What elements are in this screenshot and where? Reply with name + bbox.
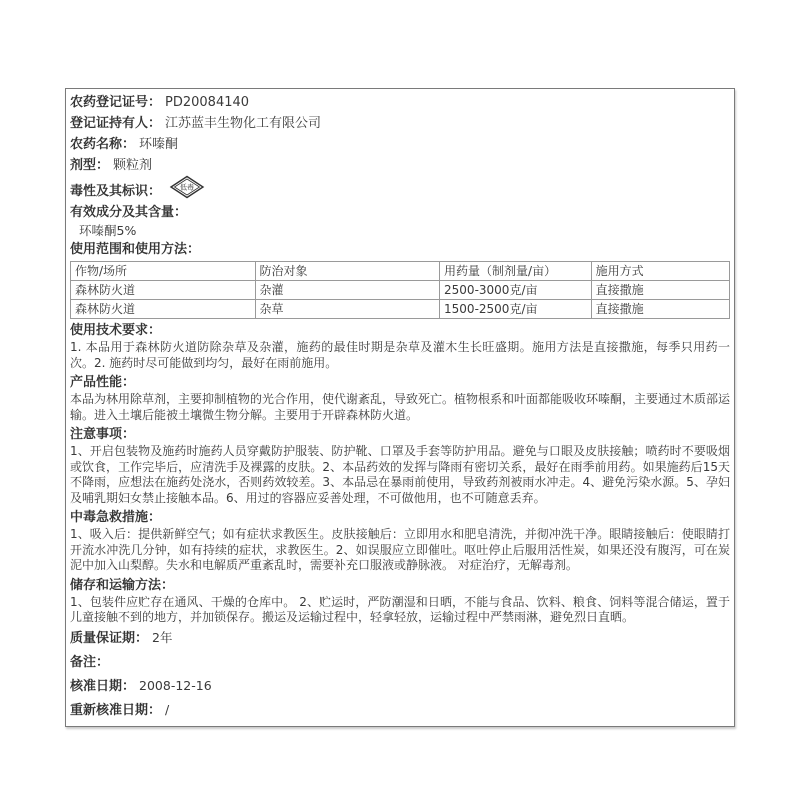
product-performance-title: 产品性能： (70, 375, 136, 390)
ingredient-value: 环嗪酮5% (79, 223, 137, 238)
usage-row2-crop: 森林防火道 (71, 300, 256, 319)
usage-row1-crop: 森林防火道 (71, 281, 256, 300)
remarks-row (70, 650, 730, 674)
ingredient-section-title: 有效成分及其含量： (70, 205, 188, 220)
toxicity-label: 毒性及其标识： (70, 183, 162, 199)
remarks-label: 备注： (70, 654, 110, 670)
table-row (71, 300, 730, 319)
pesticide-registration-sheet (65, 88, 735, 727)
reapproval-date-value: / (165, 701, 170, 717)
usage-row1-method: 直接撒施 (591, 281, 729, 300)
usage-row2-target: 杂草 (255, 300, 440, 319)
formulation-value: 颗粒剂 (113, 158, 153, 173)
pesticide-name-row (70, 134, 730, 155)
first-aid-title: 中毒急救措施： (70, 510, 162, 525)
reapproval-date-label: 重新核准日期： (70, 702, 162, 718)
precautions-body: 1、开启包装物及施药时施药人员穿戴防护服装、防护靴、口罩及手套等防护用品。避免与口眼及皮肤接触；喷药时不要吸烟或饮食，工作完毕后，应清洗手及裸露的皮肤。2、本品药效的发挥与降雨有密切关系，最好在雨季前用药。如果施药后15天不降雨，应想法在施药处浇水，否则药效较差。3、本品忌在暴雨前使用，导致药剂被雨水冲走。4、避免污染水源。5、孕妇及哺乳期妇女禁止接触本品。6、用过的容器应妥善处理，不可做他用，也不可随意丢弃。 (70, 444, 730, 505)
certificate-holder-label: 登记证持有人： (70, 116, 162, 131)
usage-col-crop: 作物/场所 (71, 262, 256, 281)
pesticide-name-label: 农药名称： (70, 137, 136, 152)
low-toxicity-icon (169, 175, 205, 203)
usage-col-dosage: 用药量（制剂量/亩） (440, 262, 592, 281)
usage-row1-target: 杂灌 (255, 281, 440, 300)
tech-requirements-title: 使用技术要求： (70, 323, 162, 338)
approval-date-value: 2008-12-16 (139, 677, 212, 693)
quality-guarantee-row (70, 626, 730, 650)
certificate-holder-value: 江苏蓝丰生物化工有限公司 (165, 116, 322, 131)
usage-col-target: 防治对象 (255, 262, 440, 281)
usage-table (70, 261, 730, 319)
approval-date-label: 核准日期： (70, 678, 136, 694)
remarks-value (109, 654, 113, 669)
usage-row1-dosage: 2500-3000克/亩 (440, 281, 592, 300)
low-toxicity-badge-text: 低毒 (180, 183, 195, 192)
formulation-row (70, 155, 730, 176)
storage-transport-body: 1、包装件应贮存在通风、干燥的仓库中。 2、贮运时，严防潮湿和日晒，不能与食品、饮料、粮食、饲料等混合储运，置于儿童接触不到的地方，并加锁保存。搬运及运输过程中，轻拿轻放，运输过程中严禁雨淋，避免烈日直晒。 (70, 594, 730, 624)
approval-date-row (70, 674, 730, 698)
registration-number-label: 农药登记证号： (70, 95, 162, 110)
registration-number-value: PD20084140 (165, 95, 250, 110)
storage-transport-title: 储存和运输方法： (70, 577, 175, 593)
certificate-holder-row (70, 113, 730, 134)
precautions-title: 注意事项： (70, 427, 136, 442)
tech-requirements-body: 1. 本品用于森林防火道防除杂草及杂灌，施药的最佳时期是杂草及灌木生长旺盛期。施用方法是直接撒施，每季只用药一次。2. 施药时尽可能做到均匀，最好在雨前施用。 (70, 340, 730, 370)
table-row (71, 281, 730, 300)
quality-guarantee-label: 质量保证期： (70, 630, 149, 646)
toxicity-row (70, 176, 730, 202)
reapproval-date-row (70, 698, 730, 722)
product-performance-body: 本品为林用除草剂，主要抑制植物的光合作用，使代谢紊乱，导致死亡。植物根系和叶面都能吸收环嗪酮，主要通过木质部运输。进入土壤后能被土壤微生物分解。主要用于开辟森林防火道。 (70, 392, 731, 422)
usage-table-header-row (71, 262, 730, 281)
formulation-label: 剂型： (70, 158, 110, 173)
usage-row2-method: 直接撒施 (591, 300, 729, 319)
usage-col-method: 施用方式 (591, 262, 729, 281)
first-aid-body: 1、吸入后：提供新鲜空气；如有症状求教医生。皮肤接触后：立即用水和肥皂清洗，并彻冲洗干净。眼睛接触后：使眼睛打开流水冲洗几分钟，如有持续的症状，求教医生。2、如误服应立即催吐。呕吐停止后服用活性炭，如果还没有腹泻，可在炭泥中加入山梨醇。失水和电解质严重紊乱时，需要补充口服液或静脉液。 对症治疗，无解毒剂。 (70, 527, 730, 572)
usage-section-title: 使用范围和使用方法： (70, 242, 201, 257)
registration-number-row (70, 92, 730, 113)
quality-guarantee-value: 2年 (152, 629, 173, 645)
pesticide-name-value: 环嗪酮 (139, 137, 179, 152)
usage-row2-dosage: 1500-2500克/亩 (440, 300, 592, 319)
